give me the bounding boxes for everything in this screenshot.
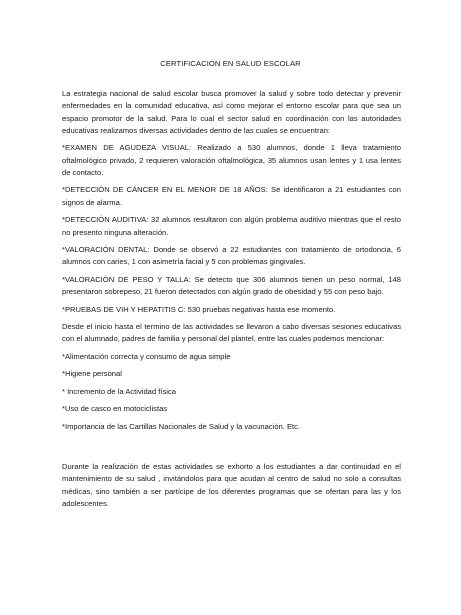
topic-item: *Alimentación correcta y consumo de agua simple <box>62 351 231 361</box>
finding-weight-height: *VALORACIÓN DE PESO Y TALLA: Se detecto que 306 alumnos tienen un peso normal, 148 presentaron sobrepeso, 21 fueron detectados con algún grado de obesidad y 55 con peso bajo. <box>62 274 401 297</box>
topic-item: * Incremento de la Actividad física <box>62 386 176 396</box>
finding-dental: *VALORACIÓN DENTAL: Donde se observó a 22 estudiantes con tratamiento de ortodoncia, 6 alumnos con caries, 1 con asimetría facial y 5 con problemas gingivales. <box>62 245 401 267</box>
topic-item: *Higiene personal <box>62 369 122 379</box>
finding-cancer-detection: *DETECCIÓN DE CÁNCER EN EL MENOR DE 18 AÑOS: Se identificaron a 21 estudiantes con signos de alarma. <box>62 185 401 207</box>
document-title: CERTIFICACIÓN EN SALUD ESCOLAR <box>160 59 301 68</box>
document-body <box>62 88 401 515</box>
finding-hiv-hepatitis: *PRUEBAS DE VIH Y HEPATITIS C: 530 pruebas negativas hasta ese momento. <box>62 304 336 314</box>
closing-paragraph: Durante la realización de estas actividades se exhorto a los estudiantes a dar continuidad en el mantenimiento de su salud , invitándolos para que acudan al centro de salud no solo a consultas médicas, sino también a ser partícipe de los diferentes programas que se ofertan para las y los adolescentes. <box>62 462 401 508</box>
intro-paragraph: La estrategia nacional de salud escolar busca promover la salud y sobre todo detectar y prevenir enfermedades en la comunidad educativa, así como mejorar el entorno escolar para que sea un espacio promotor de la salud. Para lo cual el sector salud en coordinación con las autoridades educativas realizamos diversas actividades dentro de las cuales se encuentran: <box>62 89 401 135</box>
sessions-intro-paragraph: Desde el inicio hasta el termino de las actividades se llevaron a cabo diversas sesiones educativas con el alumnado, padres de familia y personal del plantel, entre las cuales podemos mencionar: <box>62 322 401 344</box>
topic-item: *Uso de casco en motociclistas <box>62 404 168 414</box>
finding-hearing: *DETECCIÓN AUDITIVA: 32 alumnos resultaron con algún problema auditivo mientras que el resto no presento ninguna alteración. <box>62 215 401 237</box>
topic-item: *Importancia de las Cartillas Nacionales de Salud y la vacunación. Etc. <box>62 421 301 431</box>
finding-visual-acuity: *EXAMEN DE AGUDEZA VISUAL: Realizado a 530 alumnos, donde 1 lleva tratamiento oftalmológico privado, 2 requieren valoración oftalmológica, 35 alumnos usan lentes y 1 usa lentes de contacto. <box>62 143 401 177</box>
